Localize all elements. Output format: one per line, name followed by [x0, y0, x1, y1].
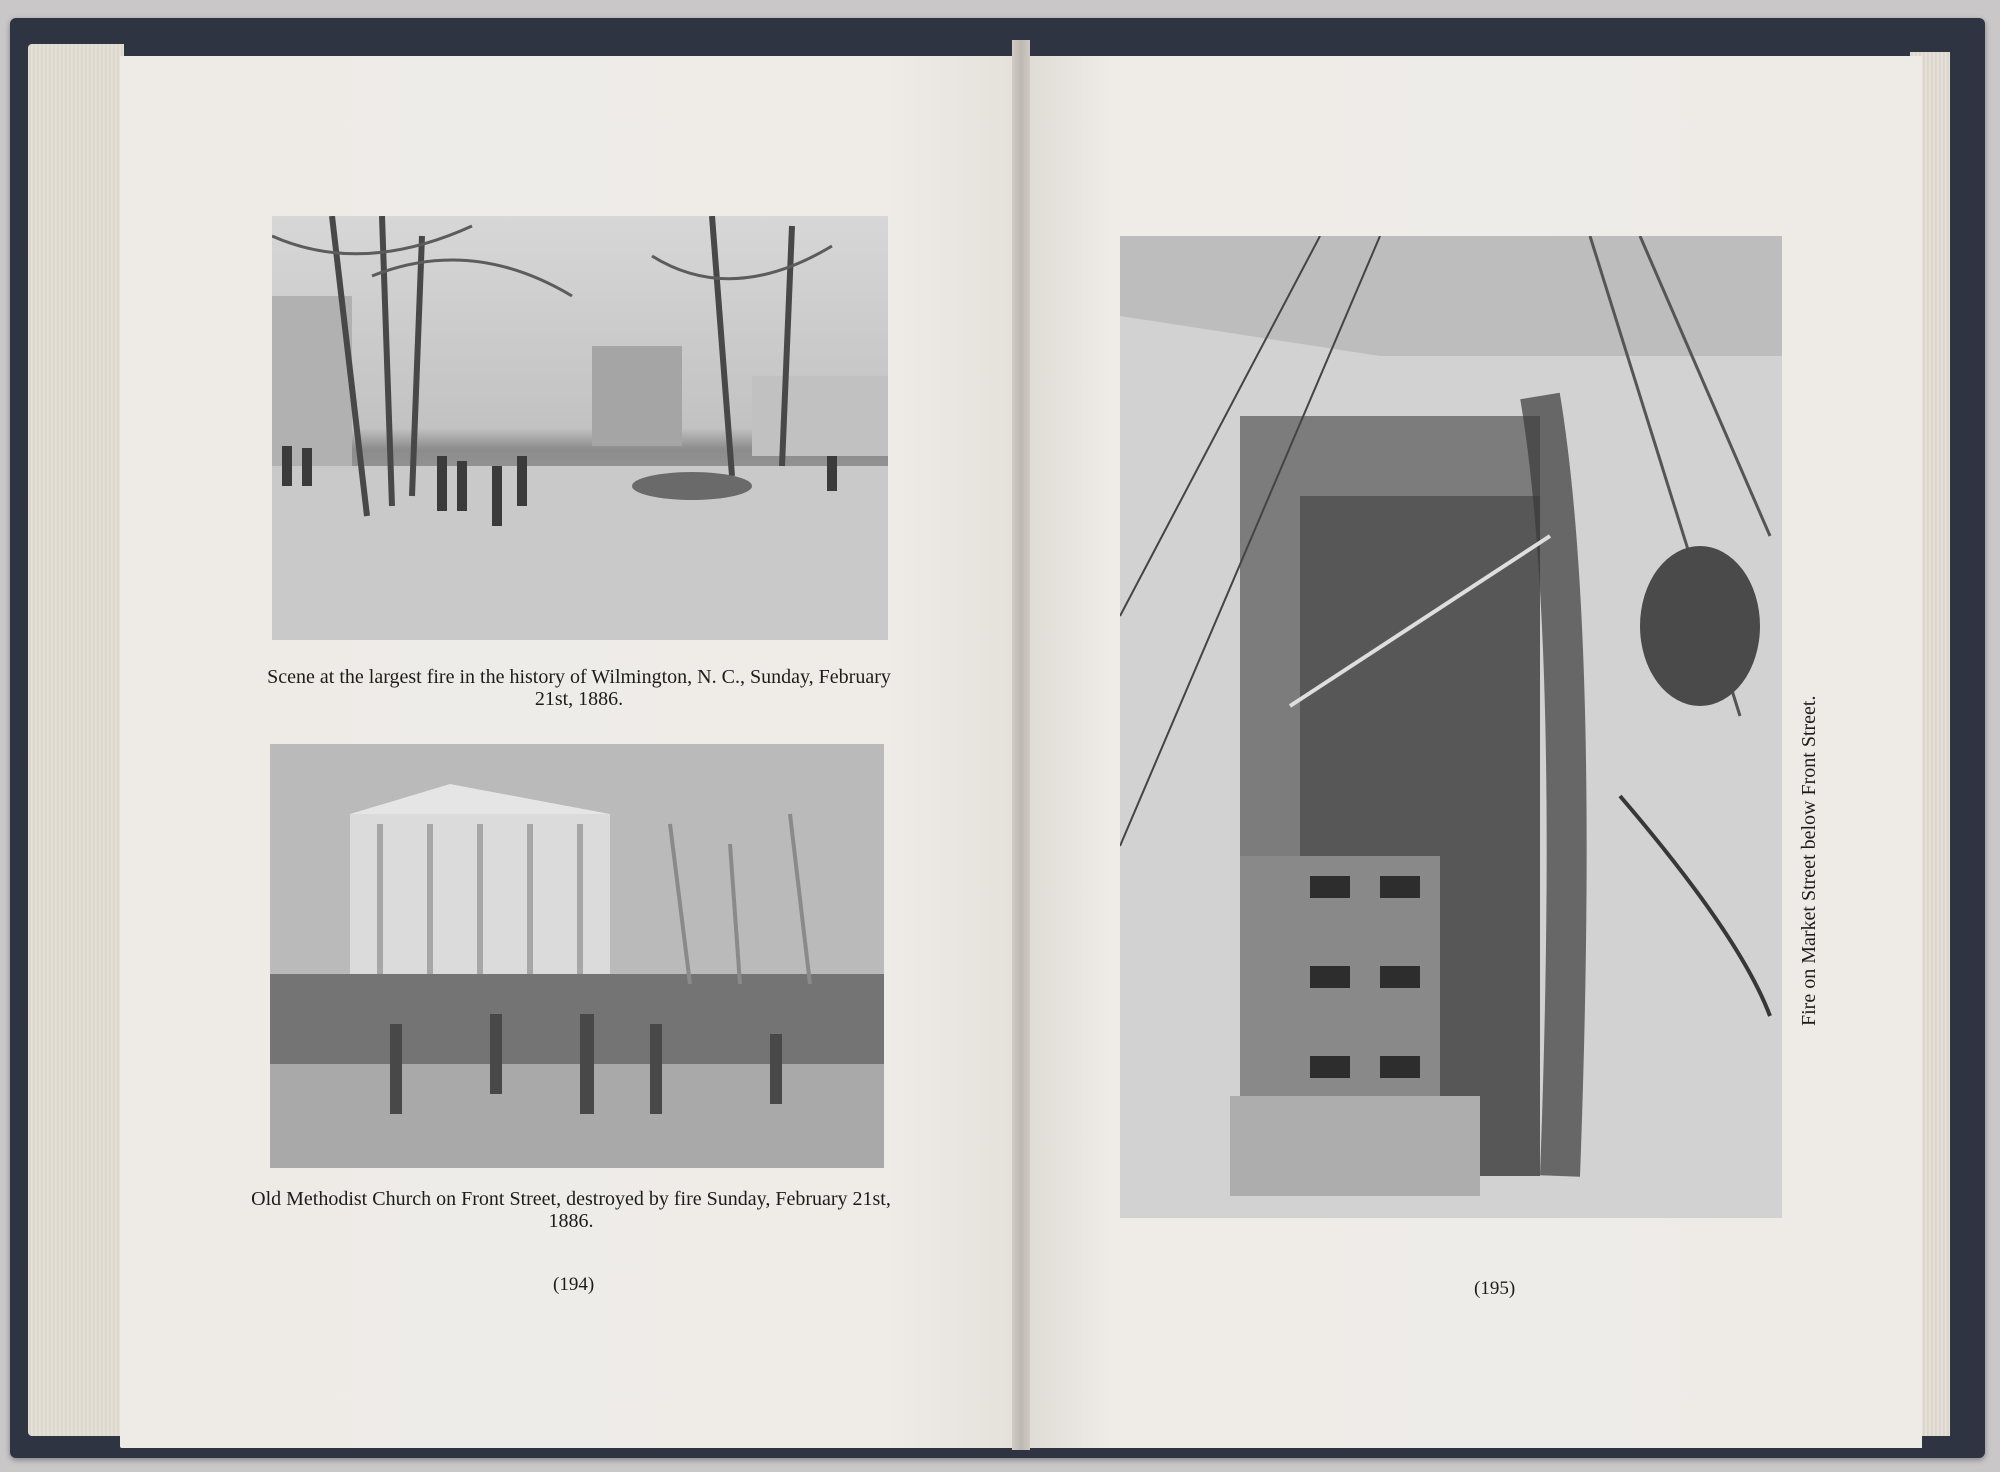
- page-number-left: (194): [553, 1274, 595, 1295]
- right-photo-side-caption: Fire on Market Street below Front Street.: [1798, 695, 1820, 1026]
- street-fire-photo: [272, 216, 888, 640]
- methodist-church-photo: [270, 744, 884, 1168]
- market-street-fire-photo: [1120, 236, 1782, 1218]
- page-number-right: (195): [1474, 1278, 1516, 1299]
- book-gutter: [1012, 40, 1030, 1450]
- page-edges-left: [28, 44, 124, 1436]
- top-photo-caption: Scene at the largest fire in the history of Wilmington, N. C., Sunday, February 21st, 1886.: [267, 666, 891, 710]
- bottom-photo-caption: Old Methodist Church on Front Street, destroyed by fire Sunday, February 21st, 1886.: [251, 1188, 891, 1232]
